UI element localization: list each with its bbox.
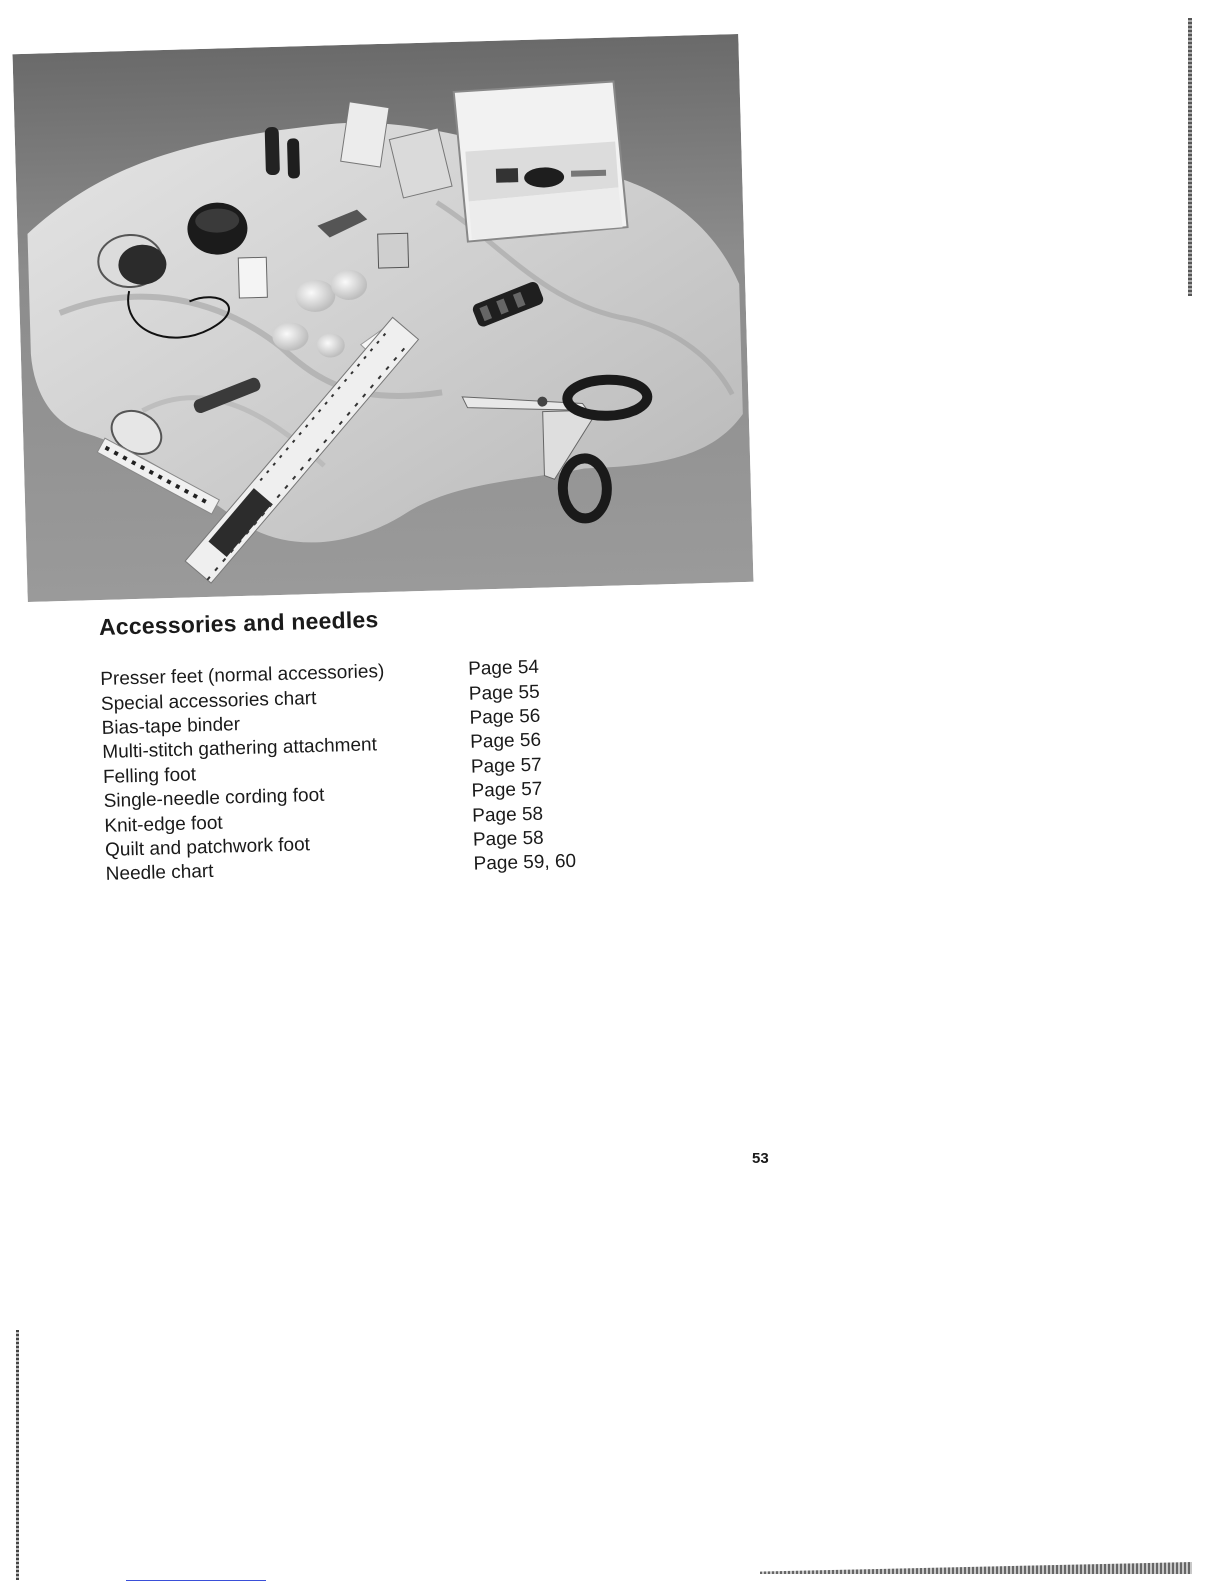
toc-label: Knit-edge foot [104,812,223,837]
toc-label: Special accessories chart [100,687,317,715]
toc-page: Page 54 [467,656,540,680]
table-of-contents [100,653,626,887]
toc-label: Presser feet (normal accessories) [100,661,385,691]
toc-label: Bias-tape binder [101,714,241,739]
sewing-accessories-photo-icon [12,34,753,602]
toc-page: Page 59, 60 [473,851,577,875]
toc-page: Page 56 [469,705,541,729]
toc-page: Page 55 [468,681,540,705]
toc-page: Page 57 [470,754,542,778]
toc-label: Felling foot [102,764,197,788]
page-number: 53 [752,1150,769,1167]
toc-page: Page 57 [471,778,543,802]
scan-artifact-line [126,1580,266,1581]
section-title: Accessories and needles [98,606,379,640]
toc-label: Needle chart [105,861,214,886]
toc-page: Page 58 [471,803,544,827]
accessories-photo [12,34,753,602]
scan-edge-right [1188,18,1192,296]
scan-edge-bottom [760,1562,1192,1574]
toc-page: Page 56 [469,730,542,754]
toc-label: Single-needle cording foot [103,784,325,813]
toc-label: Quilt and patchwork foot [104,834,311,861]
toc-label: Multi-stitch gathering attachment [102,734,378,764]
scan-edge-left [16,1330,19,1580]
toc-page: Page 58 [472,827,545,851]
